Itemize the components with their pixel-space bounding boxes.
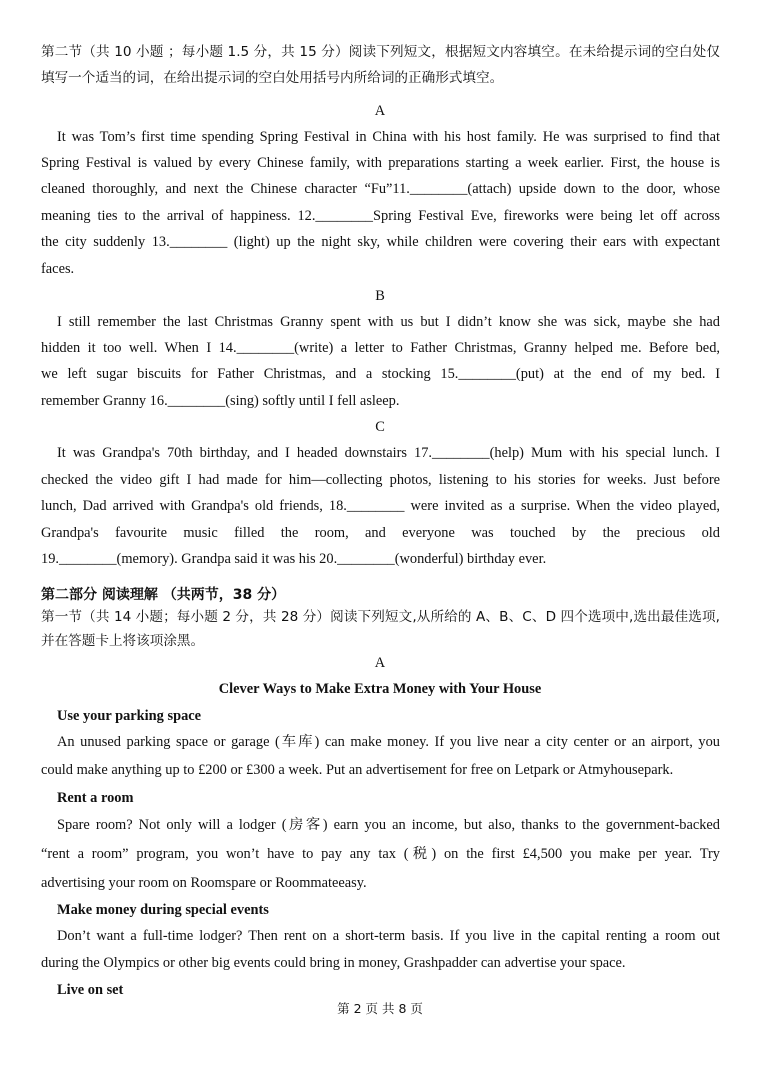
- passage-c-line-5: 19.________(memory). Grandpa said it was his 20.________(wonderful) birthday ever.: [41, 551, 547, 567]
- passage-a-line-5: the city suddenly 13.________ (light) up the night sky, while children were covering their ears with expectant: [41, 234, 720, 250]
- rent-room-line-3: advertising your room on Roomspare or Roommateeasy.: [41, 875, 367, 891]
- rent-room-line-1: Spare room? Not only will a lodger (房客) earn you an income, but also, thanks to the government-backed: [57, 817, 720, 833]
- subheading-rent-room: Rent a room: [57, 790, 134, 806]
- passage-a-label: A: [374, 103, 386, 119]
- passage-c-line-3: lunch, Dad arrived with Grandpa's old friends, 18.________ were invited as a surprise. When the video played,: [41, 498, 720, 514]
- passage-a-line-2: Spring Festival is valued by every Chinese family, with preparations starting a week earlier. First, the house is: [41, 155, 720, 171]
- reading-title: Clever Ways to Make Extra Money with Your House: [218, 681, 542, 697]
- passage-b-line-1: I still remember the last Christmas Granny spent with us but I didn’t know she was sick, maybe she had: [57, 314, 720, 330]
- passage-a-line-4: meaning ties to the arrival of happiness. 12.________Spring Festival Eve, fireworks were being let off across: [41, 208, 720, 224]
- page-footer: 第 2 页 共 8 页: [337, 1001, 423, 1016]
- passage-c-line-2: checked the video gift I had made for him—collecting photos, listening to his stories for weeks. Just before: [41, 472, 720, 488]
- passage-b-line-3: we left sugar biscuits for Father Christmas, and a stocking 15.________(put) at the end of my bed. I: [41, 366, 720, 382]
- passage-a-line-6: faces.: [41, 261, 75, 277]
- subheading-special-events: Make money during special events: [57, 902, 269, 918]
- reading-a-label: A: [374, 655, 386, 671]
- part2-instructions: 第一节（共 14 小题；每小题 2 分，共 28 分）阅读下列短文,从所给的 A、B、C、D 四个选项中,选出最佳选项,并在答题卡上将该项涂黑。: [41, 609, 720, 649]
- subheading-parking: Use your parking space: [57, 708, 202, 724]
- passage-c-line-1: It was Grandpa's 70th birthday, and I headed downstairs 17.________(help) Mum with his special lunch. I: [57, 445, 720, 461]
- part2-heading: 第二部分 阅读理解 （共两节，38 分）: [41, 587, 286, 603]
- special-events-line-2: during the Olympics or other big events could bring in money, Grashpadder can advertise your space.: [41, 955, 626, 971]
- parking-line-1: An unused parking space or garage (车库) can make money. If you live near a city center or an airport, you: [57, 734, 720, 750]
- passage-c-label: C: [375, 419, 385, 435]
- passage-b-label: B: [375, 288, 385, 304]
- passage-a-line-1: It was Tom’s first time spending Spring Festival in China with his host family. He was surprised to find that: [57, 129, 720, 145]
- parking-line-2: could make anything up to £200 or £300 a week. Put an advertisement for free on Letpark or Atmyhousepark.: [41, 762, 674, 778]
- passage-b-line-4: remember Granny 16.________(sing) softly until I fell asleep.: [41, 393, 400, 409]
- rent-room-line-2: “rent a room” program, you won’t have to pay any tax (税) on the first £4,500 you make per year. Try: [41, 846, 720, 862]
- passage-c-line-4: Grandpa's favourite music filled the room, and everyone was touched by the precious old: [41, 525, 720, 541]
- subheading-live-on-set: Live on set: [57, 982, 124, 998]
- section2-instructions: 第二节（共 10 小题 ；每小题 1.5 分，共 15 分）阅读下列短文，根据短文内容填空。在未给提示词的空白处仅填写一个适当的词，在给出提示词的空白处用括号内所给词的正确形式填空。: [41, 44, 720, 86]
- passage-b-line-2: hidden it too well. When I 14.________(write) a letter to Father Christmas, Granny helped me. Before bed,: [41, 340, 720, 356]
- special-events-line-1: Don’t want a full-time lodger? Then rent on a short-term basis. If you live in the capital renting a room out: [57, 928, 720, 944]
- passage-a-line-3: cleaned thoroughly, and next the Chinese character “Fu”11.________(attach) upside down to the door, whose: [41, 181, 720, 197]
